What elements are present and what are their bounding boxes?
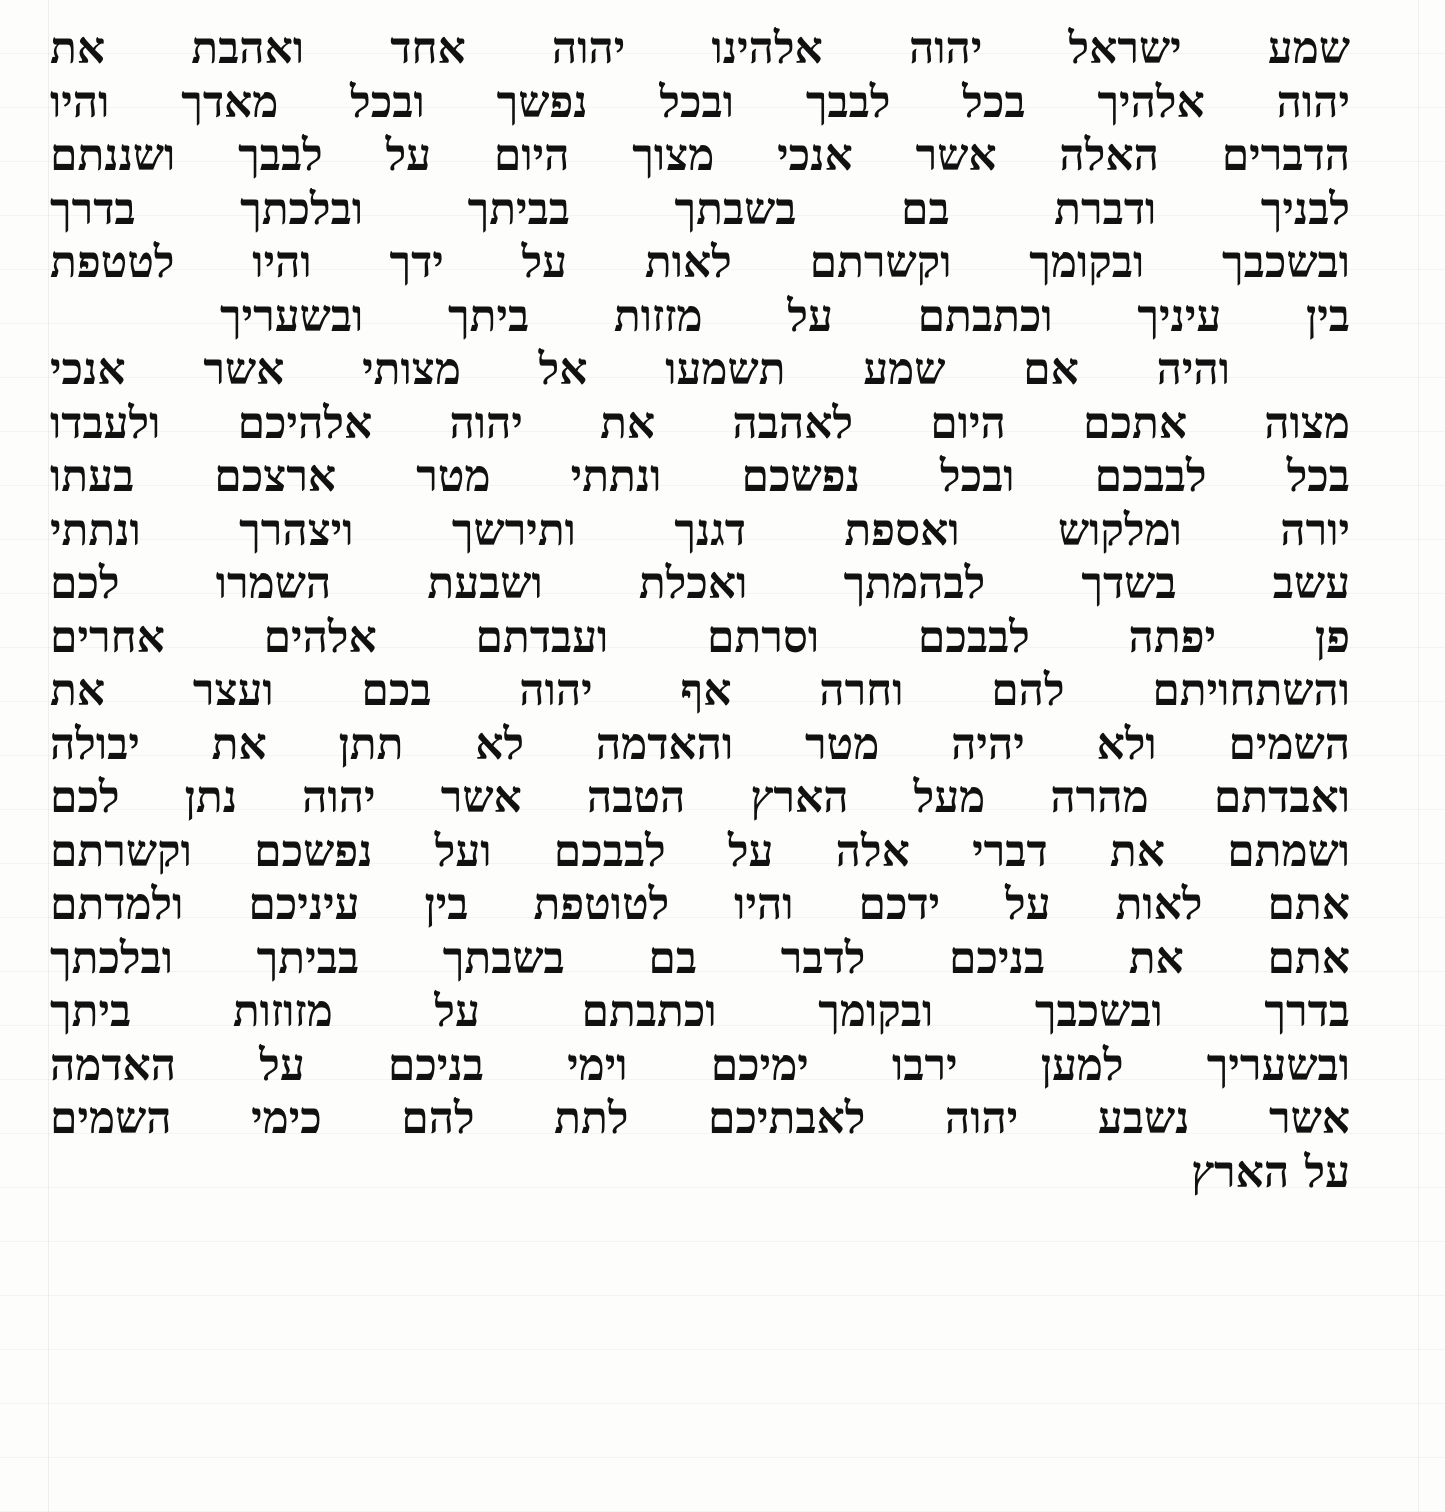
text-line: יורה ומלקוש ואספת דגנך ותירשך ויצהרך ונתתי — [50, 504, 1350, 556]
text-line-section-end: בין עיניך וכתבתם על מזזות ביתך ובשעריך — [220, 290, 1350, 342]
text-line: מצוה אתכם היום לאהבה את יהוה אלהיכם ולעבדו — [50, 397, 1350, 449]
text-line: אתם לאות על ידכם והיו לטוטפת בין עיניכם ולמדתם — [50, 879, 1350, 930]
text-line: ואבדתם מהרה מעל הארץ הטבה אשר יהוה נתן לכם — [50, 772, 1350, 823]
text-line-final: על הארץ — [1191, 1146, 1350, 1198]
text-line: השמים ולא יהיה מטר והאדמה לא תתן את יבולה — [50, 718, 1350, 770]
text-line: פן יפתה לבבכם וסרתם ועבדתם אלהים אחרים — [50, 611, 1350, 663]
text-line: והשתחויתם להם וחרה אף יהוה בכם ועצר את — [50, 665, 1350, 716]
text-line: ובשכבך ובקומך וקשרתם לאות על ידך והיו לטטפת — [50, 237, 1350, 288]
text-line: שמע ישראל יהוה אלהינו יהוה אחד ואהבת את — [50, 23, 1350, 74]
page-left-edge — [48, 0, 49, 1512]
text-line: בכל לבבכם ובכל נפשכם ונתתי מטר ארצכם בעתו — [50, 451, 1350, 502]
text-line: הדברים האלה אשר אנכי מצוך היום על לבבך ושננתם — [50, 130, 1350, 181]
text-line: עשב בשדך לבהמתך ואכלת ושבעת השמרו לכם — [50, 558, 1350, 609]
page-right-edge — [1418, 0, 1419, 1512]
text-line: אתם את בניכם לדבר בם בשבתך בביתך ובלכתך — [50, 932, 1350, 984]
text-line-section-start: והיה אם שמע תשמעו אל מצותי אשר אנכי — [50, 344, 1230, 395]
text-line: לבניך ודברת בם בשבתך בביתך ובלכתך בדרך — [50, 183, 1350, 235]
text-line: יהוה אלהיך בכל לבבך ובכל נפשך ובכל מאדך והיו — [50, 76, 1350, 128]
text-line: ושמתם את דברי אלה על לבבכם ועל נפשכם וקשרתם — [50, 825, 1350, 877]
text-line: בדרך ובשכבך ובקומך וכתבתם על מזוזות ביתך — [50, 986, 1350, 1037]
text-line: ובשעריך למען ירבו ימיכם וימי בניכם על האדמה — [50, 1039, 1350, 1091]
text-line: אשר נשבע יהוה לאבתיכם לתת להם כימי השמים — [50, 1093, 1350, 1144]
scroll-text-block — [50, 22, 1350, 1199]
